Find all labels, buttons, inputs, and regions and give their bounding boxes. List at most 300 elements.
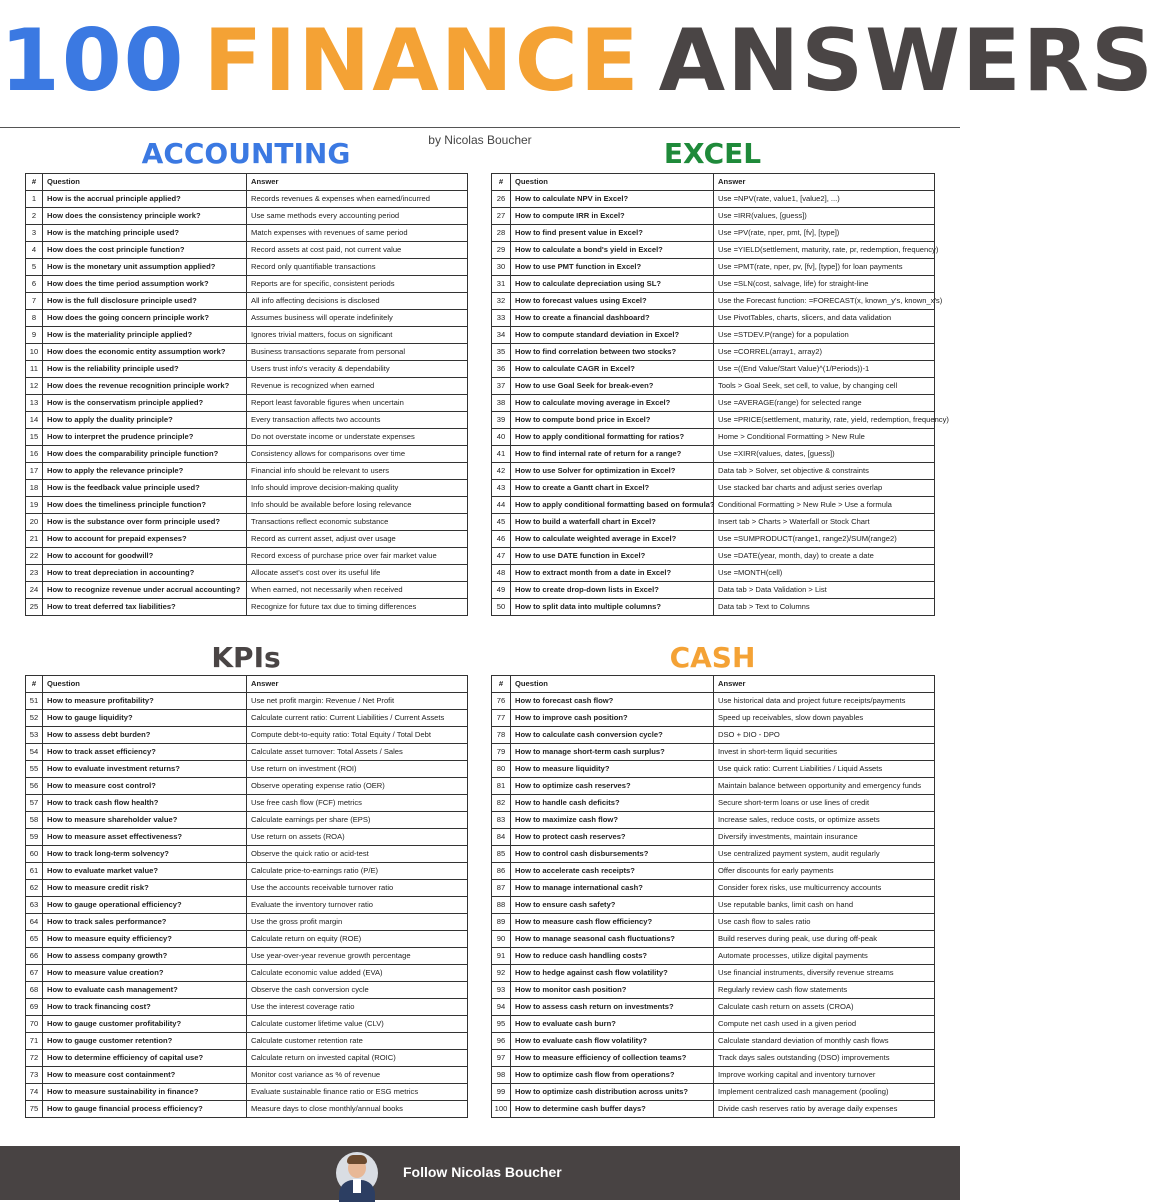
row-number: 59 <box>26 829 43 846</box>
row-question: How is the monetary unit assumption applied? <box>43 259 247 276</box>
row-answer: Revenue is recognized when earned <box>247 378 468 395</box>
row-answer: Calculate return on invested capital (ROIC) <box>247 1050 468 1067</box>
table-row <box>26 599 468 616</box>
row-answer: DSO + DIO - DPO <box>714 727 935 744</box>
column-header-number: # <box>492 676 511 693</box>
row-number: 35 <box>492 344 511 361</box>
row-question: How to interpret the prudence principle? <box>43 429 247 446</box>
row-number: 5 <box>26 259 43 276</box>
column-header-answer: Answer <box>247 676 468 693</box>
row-question: How to extract month from a date in Excel? <box>511 565 714 582</box>
row-question: How to apply conditional formatting for ratios? <box>511 429 714 446</box>
row-question: How to protect cash reserves? <box>511 829 714 846</box>
row-answer: Recognize for future tax due to timing differences <box>247 599 468 616</box>
row-question: How is the matching principle used? <box>43 225 247 242</box>
row-answer: Automate processes, utilize digital payments <box>714 948 935 965</box>
table-row <box>492 710 935 727</box>
table-row <box>26 480 468 497</box>
row-number: 12 <box>26 378 43 395</box>
row-question: How is the conservatism principle applied? <box>43 395 247 412</box>
cash-table <box>491 675 935 1118</box>
row-question: How to calculate moving average in Excel? <box>511 395 714 412</box>
row-question: How to manage short-term cash surplus? <box>511 744 714 761</box>
row-question: How to create drop-down lists in Excel? <box>511 582 714 599</box>
row-answer: Use =NPV(rate, value1, [value2], ...) <box>714 191 935 208</box>
row-question: How is the accrual principle applied? <box>43 191 247 208</box>
row-question: How to split data into multiple columns? <box>511 599 714 616</box>
table-row <box>26 1016 468 1033</box>
row-number: 28 <box>492 225 511 242</box>
header-divider <box>0 127 960 128</box>
row-question: How to use PMT function in Excel? <box>511 259 714 276</box>
row-answer: Use centralized payment system, audit regularly <box>714 846 935 863</box>
row-answer: Speed up receivables, slow down payables <box>714 710 935 727</box>
table-row <box>26 931 468 948</box>
row-number: 57 <box>26 795 43 812</box>
table-row <box>492 344 935 361</box>
row-answer: Use =SUMPRODUCT(range1, range2)/SUM(range2) <box>714 531 935 548</box>
row-number: 79 <box>492 744 511 761</box>
table-row <box>492 548 935 565</box>
row-answer: Use historical data and project future receipts/payments <box>714 693 935 710</box>
table-row <box>26 497 468 514</box>
row-question: How to track long-term solvency? <box>43 846 247 863</box>
row-question: How to accelerate cash receipts? <box>511 863 714 880</box>
table-row <box>26 378 468 395</box>
row-number: 64 <box>26 914 43 931</box>
row-number: 14 <box>26 412 43 429</box>
follow-link[interactable]: Follow Nicolas Boucher <box>403 1164 562 1180</box>
row-question: How to measure efficiency of collection teams? <box>511 1050 714 1067</box>
table-row <box>26 582 468 599</box>
table-row <box>492 931 935 948</box>
row-number: 82 <box>492 795 511 812</box>
row-number: 27 <box>492 208 511 225</box>
row-number: 70 <box>26 1016 43 1033</box>
row-number: 7 <box>26 293 43 310</box>
row-number: 75 <box>26 1101 43 1118</box>
row-question: How to calculate cash conversion cycle? <box>511 727 714 744</box>
table-row <box>492 778 935 795</box>
table-header-row <box>492 174 935 191</box>
column-header-question: Question <box>43 676 247 693</box>
table-row <box>26 531 468 548</box>
row-answer: Use return on assets (ROA) <box>247 829 468 846</box>
row-question: How does the time period assumption work? <box>43 276 247 293</box>
row-answer: Measure days to close monthly/annual books <box>247 1101 468 1118</box>
row-question: How to measure cost control? <box>43 778 247 795</box>
row-answer: Records revenues & expenses when earned/incurred <box>247 191 468 208</box>
row-number: 61 <box>26 863 43 880</box>
row-answer: Observe the quick ratio or acid-test <box>247 846 468 863</box>
row-number: 3 <box>26 225 43 242</box>
row-number: 19 <box>26 497 43 514</box>
row-answer: Calculate standard deviation of monthly cash flows <box>714 1033 935 1050</box>
table-row <box>492 914 935 931</box>
row-answer: When earned, not necessarily when received <box>247 582 468 599</box>
table-row <box>492 412 935 429</box>
table-row <box>492 599 935 616</box>
row-number: 2 <box>26 208 43 225</box>
row-answer: Calculate current ratio: Current Liabilities / Current Assets <box>247 710 468 727</box>
row-answer: Users trust info's veracity & dependability <box>247 361 468 378</box>
row-answer: Consistency allows for comparisons over time <box>247 446 468 463</box>
row-question: How to determine efficiency of capital use? <box>43 1050 247 1067</box>
row-number: 48 <box>492 565 511 582</box>
row-answer: Use reputable banks, limit cash on hand <box>714 897 935 914</box>
section-title-cash: CASH <box>669 641 756 674</box>
row-question: How to treat depreciation in accounting? <box>43 565 247 582</box>
row-answer: Record assets at cost paid, not current value <box>247 242 468 259</box>
row-question: How to measure liquidity? <box>511 761 714 778</box>
row-number: 6 <box>26 276 43 293</box>
row-number: 22 <box>26 548 43 565</box>
row-question: How does the consistency principle work? <box>43 208 247 225</box>
row-answer: Reports are for specific, consistent periods <box>247 276 468 293</box>
table-row <box>26 795 468 812</box>
row-answer: Implement centralized cash management (pooling) <box>714 1084 935 1101</box>
row-number: 26 <box>492 191 511 208</box>
row-question: How to gauge operational efficiency? <box>43 897 247 914</box>
row-number: 93 <box>492 982 511 999</box>
row-answer: Use =IRR(values, [guess]) <box>714 208 935 225</box>
title-answers: ANSWERS <box>658 11 1155 111</box>
table-row <box>26 1084 468 1101</box>
row-answer: Calculate asset turnover: Total Assets / Sales <box>247 744 468 761</box>
row-answer: Diversify investments, maintain insurance <box>714 829 935 846</box>
row-question: How does the comparability principle function? <box>43 446 247 463</box>
row-answer: Observe the cash conversion cycle <box>247 982 468 999</box>
table-row <box>492 429 935 446</box>
row-question: How to track asset efficiency? <box>43 744 247 761</box>
row-number: 69 <box>26 999 43 1016</box>
table-row <box>26 965 468 982</box>
row-answer: Ignores trivial matters, focus on significant <box>247 327 468 344</box>
column-header-number: # <box>26 676 43 693</box>
row-number: 86 <box>492 863 511 880</box>
row-answer: Use =YIELD(settlement, maturity, rate, pr, redemption, frequency) <box>714 242 935 259</box>
table-row <box>492 812 935 829</box>
row-question: How to measure cash flow efficiency? <box>511 914 714 931</box>
table-row <box>492 761 935 778</box>
table-row <box>492 863 935 880</box>
row-answer: Record excess of purchase price over fair market value <box>247 548 468 565</box>
row-answer: All info affecting decisions is disclosed <box>247 293 468 310</box>
table-row <box>26 846 468 863</box>
row-answer: Calculate return on equity (ROE) <box>247 931 468 948</box>
row-question: How to evaluate cash burn? <box>511 1016 714 1033</box>
row-number: 87 <box>492 880 511 897</box>
row-number: 90 <box>492 931 511 948</box>
row-answer: Build reserves during peak, use during off-peak <box>714 931 935 948</box>
row-question: How does the economic entity assumption work? <box>43 344 247 361</box>
row-question: How is the feedback value principle used? <box>43 480 247 497</box>
table-row <box>26 1033 468 1050</box>
row-number: 50 <box>492 599 511 616</box>
row-answer: Calculate customer retention rate <box>247 1033 468 1050</box>
table-row <box>492 795 935 812</box>
column-header-number: # <box>492 174 511 191</box>
table-row <box>26 514 468 531</box>
kpis-table <box>25 675 468 1118</box>
row-question: How to compute IRR in Excel? <box>511 208 714 225</box>
row-answer: Evaluate sustainable finance ratio or ESG metrics <box>247 1084 468 1101</box>
row-number: 89 <box>492 914 511 931</box>
row-question: How to control cash disbursements? <box>511 846 714 863</box>
table-row <box>492 242 935 259</box>
section-title-accounting: ACCOUNTING <box>141 137 351 170</box>
row-question: How to use DATE function in Excel? <box>511 548 714 565</box>
table-row <box>26 744 468 761</box>
row-question: How to calculate NPV in Excel? <box>511 191 714 208</box>
row-question: How to use Goal Seek for break-even? <box>511 378 714 395</box>
excel-table <box>491 173 949 616</box>
table-row <box>26 710 468 727</box>
table-row <box>492 1101 935 1118</box>
table-row <box>492 1084 935 1101</box>
row-question: How to measure asset effectiveness? <box>43 829 247 846</box>
row-number: 15 <box>26 429 43 446</box>
row-number: 39 <box>492 412 511 429</box>
table-row <box>492 446 935 463</box>
row-number: 45 <box>492 514 511 531</box>
row-number: 21 <box>26 531 43 548</box>
row-question: How to reduce cash handling costs? <box>511 948 714 965</box>
row-number: 29 <box>492 242 511 259</box>
row-question: How to optimize cash flow from operations? <box>511 1067 714 1084</box>
row-answer: Maintain balance between opportunity and emergency funds <box>714 778 935 795</box>
row-answer: Transactions reflect economic substance <box>247 514 468 531</box>
row-answer: Calculate cash return on assets (CROA) <box>714 999 935 1016</box>
row-number: 42 <box>492 463 511 480</box>
table-row <box>26 344 468 361</box>
row-number: 10 <box>26 344 43 361</box>
row-number: 11 <box>26 361 43 378</box>
table-row <box>492 327 935 344</box>
row-question: How to track sales performance? <box>43 914 247 931</box>
row-answer: Use =PRICE(settlement, maturity, rate, yield, redemption, frequency) <box>714 412 935 429</box>
row-number: 80 <box>492 761 511 778</box>
row-number: 23 <box>26 565 43 582</box>
row-question: How to measure sustainability in finance? <box>43 1084 247 1101</box>
table-row <box>26 863 468 880</box>
table-header-row <box>26 174 468 191</box>
row-question: How to forecast values using Excel? <box>511 293 714 310</box>
row-question: How to evaluate cash management? <box>43 982 247 999</box>
row-answer: Use =STDEV.P(range) for a population <box>714 327 935 344</box>
row-answer: Assumes business will operate indefinitely <box>247 310 468 327</box>
row-number: 40 <box>492 429 511 446</box>
row-answer: Use return on investment (ROI) <box>247 761 468 778</box>
row-question: How to manage international cash? <box>511 880 714 897</box>
row-number: 91 <box>492 948 511 965</box>
table-row <box>492 1067 935 1084</box>
row-question: How to maximize cash flow? <box>511 812 714 829</box>
row-question: How to recognize revenue under accrual accounting? <box>43 582 247 599</box>
row-question: How to evaluate cash flow volatility? <box>511 1033 714 1050</box>
row-answer: Info should improve decision-making quality <box>247 480 468 497</box>
row-number: 53 <box>26 727 43 744</box>
row-answer: Use PivotTables, charts, slicers, and data validation <box>714 310 935 327</box>
row-answer: Record as current asset, adjust over usage <box>247 531 468 548</box>
title-finance: FINANCE <box>203 11 641 111</box>
table-row <box>26 693 468 710</box>
row-number: 94 <box>492 999 511 1016</box>
row-question: How to apply the duality principle? <box>43 412 247 429</box>
column-header-question: Question <box>511 676 714 693</box>
table-row <box>26 242 468 259</box>
row-answer: Data tab > Data Validation > List <box>714 582 935 599</box>
table-row <box>492 829 935 846</box>
table-row <box>26 880 468 897</box>
row-question: How to optimize cash reserves? <box>511 778 714 795</box>
row-question: How to calculate CAGR in Excel? <box>511 361 714 378</box>
table-row <box>492 191 935 208</box>
row-question: How to measure credit risk? <box>43 880 247 897</box>
row-question: How to track cash flow health? <box>43 795 247 812</box>
row-question: How does the cost principle function? <box>43 242 247 259</box>
row-number: 20 <box>26 514 43 531</box>
row-number: 92 <box>492 965 511 982</box>
row-number: 32 <box>492 293 511 310</box>
row-number: 8 <box>26 310 43 327</box>
row-question: How does the going concern principle work? <box>43 310 247 327</box>
row-number: 1 <box>26 191 43 208</box>
row-answer: Insert tab > Charts > Waterfall or Stock Chart <box>714 514 935 531</box>
table-row <box>26 999 468 1016</box>
row-answer: Compute debt-to-equity ratio: Total Equity / Total Debt <box>247 727 468 744</box>
row-question: How to manage seasonal cash fluctuations? <box>511 931 714 948</box>
column-header-answer: Answer <box>247 174 468 191</box>
row-number: 51 <box>26 693 43 710</box>
row-answer: Observe operating expense ratio (OER) <box>247 778 468 795</box>
row-question: How to use Solver for optimization in Excel? <box>511 463 714 480</box>
column-header-number: # <box>26 174 43 191</box>
row-answer: Report least favorable figures when uncertain <box>247 395 468 412</box>
row-number: 56 <box>26 778 43 795</box>
row-number: 85 <box>492 846 511 863</box>
table-row <box>492 1016 935 1033</box>
table-row <box>492 897 935 914</box>
row-question: How to find internal rate of return for a range? <box>511 446 714 463</box>
table-row <box>26 778 468 795</box>
table-row <box>26 327 468 344</box>
row-number: 74 <box>26 1084 43 1101</box>
table-row <box>492 480 935 497</box>
row-question: How to account for prepaid expenses? <box>43 531 247 548</box>
row-question: How to find correlation between two stocks? <box>511 344 714 361</box>
row-answer: Use =DATE(year, month, day) to create a date <box>714 548 935 565</box>
table-row <box>26 948 468 965</box>
row-answer: Allocate asset's cost over its useful life <box>247 565 468 582</box>
section-title-kpis: KPIs <box>211 641 281 674</box>
row-answer: Record only quantifiable transactions <box>247 259 468 276</box>
table-row <box>26 1050 468 1067</box>
row-answer: Use free cash flow (FCF) metrics <box>247 795 468 812</box>
row-answer: Home > Conditional Formatting > New Rule <box>714 429 935 446</box>
table-row <box>26 548 468 565</box>
row-answer: Use financial instruments, diversify revenue streams <box>714 965 935 982</box>
table-row <box>26 1101 468 1118</box>
row-question: How to hedge against cash flow volatility? <box>511 965 714 982</box>
row-number: 13 <box>26 395 43 412</box>
row-number: 43 <box>492 480 511 497</box>
row-answer: Use =PMT(rate, nper, pv, [fv], [type]) for loan payments <box>714 259 935 276</box>
row-answer: Use =((End Value/Start Value)^(1/Periods))-1 <box>714 361 935 378</box>
row-question: How to measure profitability? <box>43 693 247 710</box>
table-row <box>26 446 468 463</box>
table-row <box>26 1067 468 1084</box>
row-number: 36 <box>492 361 511 378</box>
table-row <box>492 846 935 863</box>
row-question: How to handle cash deficits? <box>511 795 714 812</box>
table-row <box>26 812 468 829</box>
table-row <box>492 948 935 965</box>
row-question: How to gauge customer profitability? <box>43 1016 247 1033</box>
byline: by Nicolas Boucher <box>428 133 532 147</box>
table-row <box>26 565 468 582</box>
row-number: 31 <box>492 276 511 293</box>
row-number: 34 <box>492 327 511 344</box>
row-question: How to gauge liquidity? <box>43 710 247 727</box>
row-answer: Use =AVERAGE(range) for selected range <box>714 395 935 412</box>
row-number: 55 <box>26 761 43 778</box>
table-row <box>492 531 935 548</box>
row-answer: Increase sales, reduce costs, or optimize assets <box>714 812 935 829</box>
row-number: 84 <box>492 829 511 846</box>
row-number: 73 <box>26 1067 43 1084</box>
row-question: How does the revenue recognition principle work? <box>43 378 247 395</box>
row-answer: Tools > Goal Seek, set cell, to value, by changing cell <box>714 378 935 395</box>
row-question: How to assess cash return on investments? <box>511 999 714 1016</box>
table-row <box>492 514 935 531</box>
row-number: 65 <box>26 931 43 948</box>
row-number: 33 <box>492 310 511 327</box>
table-row <box>492 293 935 310</box>
row-question: How to calculate a bond's yield in Excel? <box>511 242 714 259</box>
row-number: 77 <box>492 710 511 727</box>
row-number: 95 <box>492 1016 511 1033</box>
row-number: 83 <box>492 812 511 829</box>
row-number: 88 <box>492 897 511 914</box>
table-row <box>26 982 468 999</box>
page-title <box>0 6 1155 116</box>
footer-bar <box>0 1146 960 1200</box>
row-answer: Use =MONTH(cell) <box>714 565 935 582</box>
row-answer: Every transaction affects two accounts <box>247 412 468 429</box>
table-row <box>492 565 935 582</box>
table-row <box>492 361 935 378</box>
row-answer: Use the Forecast function: =FORECAST(x, known_y's, known_x's) <box>714 293 935 310</box>
table-header-row <box>492 676 935 693</box>
row-question: How to measure shareholder value? <box>43 812 247 829</box>
row-question: How to monitor cash position? <box>511 982 714 999</box>
table-row <box>26 191 468 208</box>
row-answer: Conditional Formatting > New Rule > Use a formula <box>714 497 935 514</box>
row-question: How to measure equity efficiency? <box>43 931 247 948</box>
title-number: 100 <box>0 11 186 111</box>
table-row <box>492 395 935 412</box>
row-answer: Data tab > Text to Columns <box>714 599 935 616</box>
row-number: 62 <box>26 880 43 897</box>
row-question: How does the timeliness principle function? <box>43 497 247 514</box>
row-number: 60 <box>26 846 43 863</box>
row-question: How is the substance over form principle used? <box>43 514 247 531</box>
table-row <box>26 829 468 846</box>
table-row <box>26 727 468 744</box>
row-number: 66 <box>26 948 43 965</box>
row-question: How to calculate weighted average in Excel? <box>511 531 714 548</box>
